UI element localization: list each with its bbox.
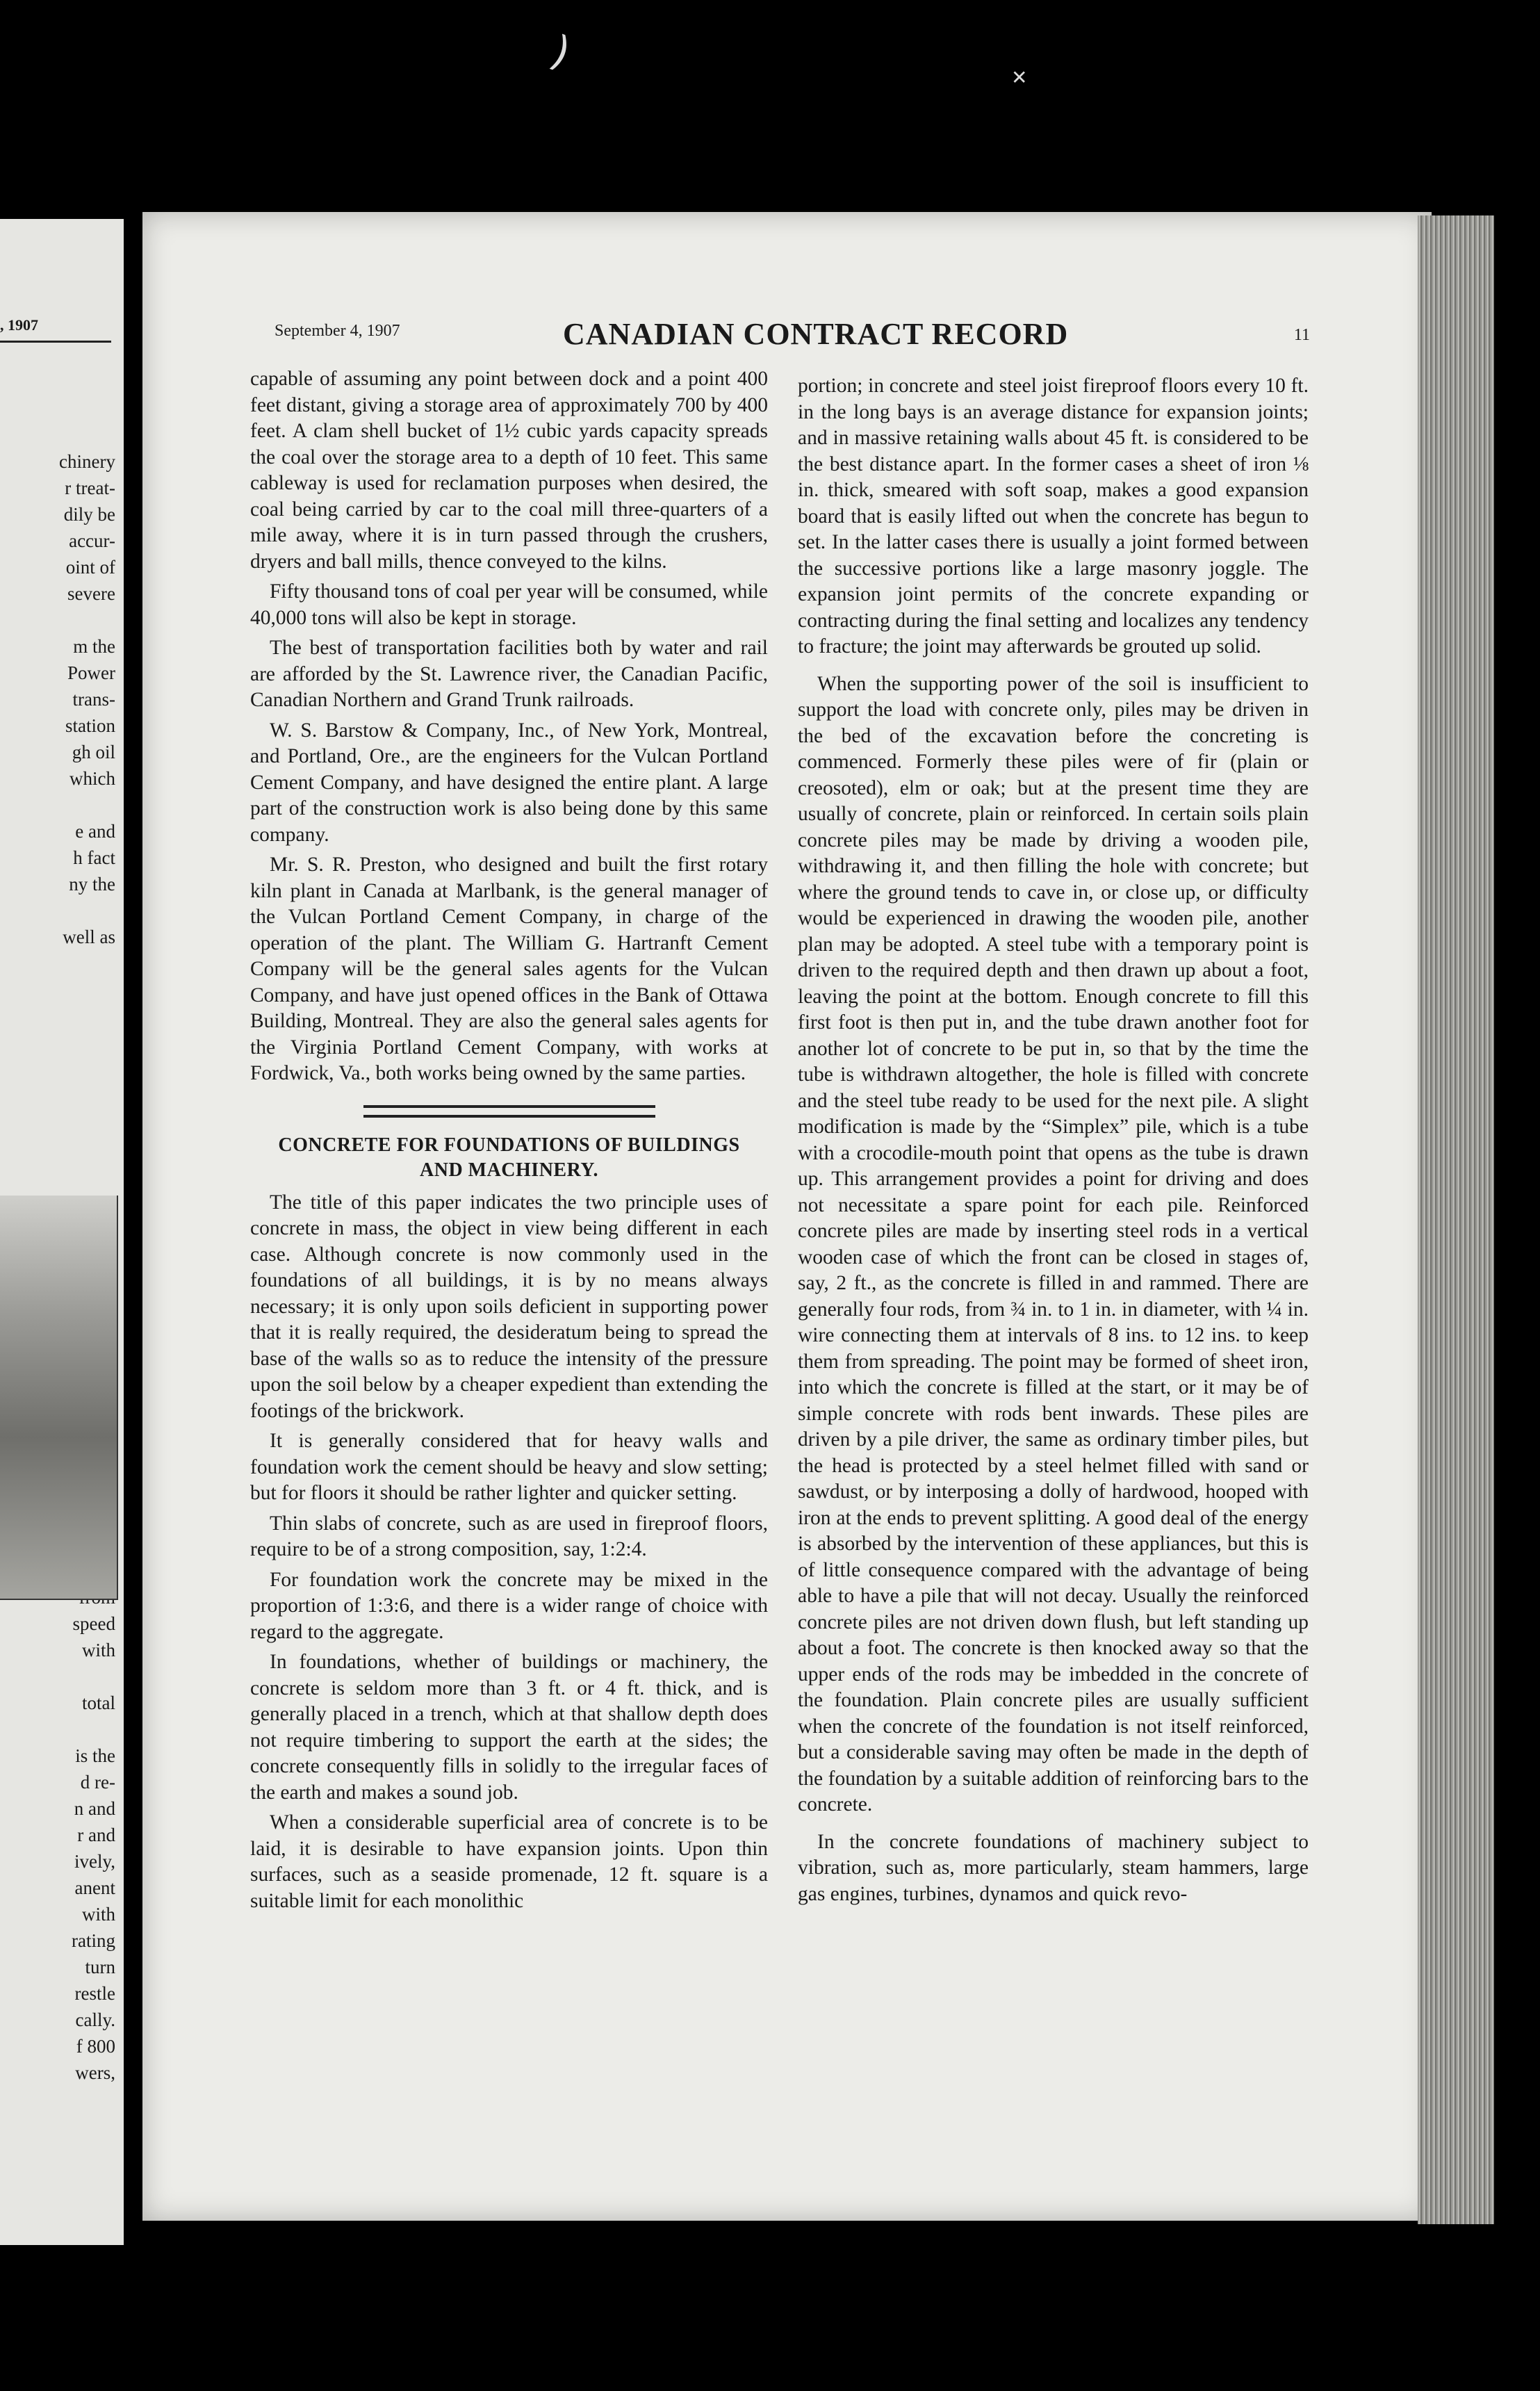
publication-title: CANADIAN CONTRACT RECORD [563,317,1069,351]
left-page-text-fragment: which [69,768,115,789]
left-page-text-fragment [0,1135,115,1161]
left-page-text-fragment: oint of [65,557,115,578]
left-page-text-fragment: ny the [69,874,115,895]
left-page-text-fragment: gh oil [72,742,115,762]
left-page-text-fragment: chinery [59,451,115,472]
left-page-text-fragment: station [65,715,115,736]
left-page-text-fragment: h fact [73,847,115,868]
left-page-text-fragment [0,950,115,977]
left-text-column [250,366,768,1918]
left-page-text-fragment: restle [74,1983,115,2004]
left-page-text-fragment: trans- [72,689,115,710]
left-page-fragment [0,219,124,2245]
left-page-text-fragment: severe [67,583,115,604]
left-page-text-fragment: e and [75,821,115,842]
paragraph: It is generally considered that for heavy walls and foundation work the cement should be heavy and slow setting; but for floors it should be rather lighter and quicker setting. [250,1430,768,1504]
paragraph: portion; in concrete and steel joist fireproof floors every 10 ft. in the long bays is an average distance for expansion joints; and in massive retaining walls about 45 ft. is considered to be the best distance apart. In the former cases a sheet of iron ⅛ in. thick, smeared with soft soap, makes a good expansion board that is easily lifted out when the concrete has begun to set. In the latter cases there is usually a joint formed between the successive portions like a large masonry joggle. The expansion joint permits of the concrete expanding or contracting during the final setting and localizes any tendency to fracture; the joint may afterwards be grouted up solid. [798,375,1309,658]
book-page-edges [1418,215,1494,2224]
section-divider [363,1105,655,1118]
left-page-text-fragment [0,1029,115,1056]
paragraph: capable of assuming any point between dock and a point 400 feet distant, giving a storage area of approximately 700 by 400 feet. A clam shell bucket of 1½ cubic yards capacity spreads the coal over the storage area to a depth of 10 feet. This same cableway is used for reclamation purposes when desired, the coal being carried by car to the coal mill three-quarters of a mile away, where it is in turn passed through the crushers, dryers and ball mills, thence conveyed to the kilns. [250,368,768,573]
left-page-text-fragment [0,1056,115,1082]
paragraph: Fifty thousand tons of coal per year will be consumed, while 40,000 tons will also be kept in storage. [250,580,768,629]
left-page-text-fragment [0,1663,115,1690]
left-page-date-fragment: , 1907 [0,316,38,334]
paragraph: When a considerable superficial area of concrete is to be laid, it is desirable to have expansion joints. Upon thin surfaces, such as a seaside promenade, 12 ft. square is a suitable limit for each monolithic [250,1811,768,1912]
scan-dust-mark: ✕ [1011,66,1028,89]
paragraph: For foundation work the concrete may be mixed in the proportion of 1:3:6, and there is a wider range of choice with regard to the aggregate. [250,1568,768,1643]
article-heading [250,1133,768,1183]
article-heading-line-2: AND MACHINERY. [420,1159,598,1181]
left-page-text-fragment [0,1003,115,1029]
left-page-text-fragment: turn [85,1957,115,1977]
left-page-text-fragment [0,977,115,1003]
left-page-text-fragment: is the [75,1745,115,1766]
left-page-text-fragment: f 800 [76,2036,115,2057]
left-page-text-fragment: dily be [63,504,115,525]
left-page-text-fragment: ively, [74,1851,115,1872]
paragraph: In the concrete foundations of machinery subject to vibration, such as, more particularly, steam hammers, large gas engines, turbines, dynamos and quick revo- [798,1830,1309,1905]
left-page-text-fragment: cally. [75,2009,115,2030]
left-page-text-fragment [0,607,115,633]
page-number: 11 [1293,326,1310,344]
left-page-text-fragment [0,792,115,818]
left-page-text-fragment: anent [74,1877,115,1898]
paragraph: Mr. S. R. Preston, who designed and built the first rotary kiln plant in Canada at Marlbank, is the general manager of the Vulcan Portland Cement Company, in charge of the operation of the plant. The William G. Hartranft Cement Company will be the general sales agents for the Vulcan Company, and have just opened offices in the Bank of Ottawa Building, Montreal. They are also the general sales agents for the Virginia Portland Cement Company, with works at Fordwick, Va., both works being owned by the same parties. [250,854,768,1084]
left-page-text-fragment: total [82,1692,115,1713]
left-page-text-fragment [0,1716,115,1743]
right-text-column [798,373,1309,1911]
paragraph: The best of transportation facilities both by water and rail are afforded by the St. Lawrence river, the Canadian Pacific, Canadian Northern and Grand Trunk railroads. [250,637,768,711]
paragraph: W. S. Barstow & Company, Inc., of New York, Montreal, and Portland, Ore., are the engineers for the Vulcan Portland Cement Company, and have designed the entire plant. A large part of the construction work is also being done by this same company. [250,719,768,846]
left-page-text-fragment [0,1109,115,1135]
left-page-text-fragment [0,1082,115,1109]
paragraph: In foundations, whether of buildings or machinery, the concrete is seldom more than 3 ft. or 4 ft. thick, and is generally placed in a trench, which at that shallow depth does not require timbering to support the earth at the sides; the concrete consequently fills in solidly to the irregular faces of the earth and makes a sound job. [250,1651,768,1804]
left-page-text-fragment: m the [73,636,115,657]
left-page-text-fragment: speed [72,1613,115,1634]
paragraph: When the supporting power of the soil is insufficient to support the load with concrete only, piles may be driven in the bed of the excavation before the concreting is commenced. Formerly these piles were of fir (plain or creosoted), elm or oak; but at the present time they are usually of concrete, plain or reinforced. In certain soils plain concrete piles may be made by driving a wooden pile, withdrawing it, and then filling the hole with concrete; but where the ground tends to cave in, or close up, or difficulty would be experienced in drawing the wooden pile, another plan may be adopted. A steel tube with a temporary point is driven to the required depth and then drawn up about a foot, leaving the point at the bottom. Enough concrete to fill this first foot is then put in, and the tube drawn another foot for another lot of concrete to be put in, so that by the time the tube is withdrawn altogether, the hole is filled with concrete and the steel tube ready to be used for the next pile. A slight modification is made by the “Simplex” pile, which is a tube with a crocodile-mouth point that opens as the tube is drawn up. This arrangement provides a point for driving and does not necessitate a spare point for each pile. Reinforced concrete piles are made by inserting steel rods in a vertical wooden case of which the front can be closed in stages of, say, 2 ft., as the concrete is filled in and rammed. There are generally four rods, from ¾ in. to 1 in. in diameter, with ¼ in. wire connecting them at intervals of 8 ins. to 12 ins. to keep them from spreading. The point may be formed of sheet iron, into which the concrete is filled at the start, or it may be of simple concrete with rods bent inwards. These piles are driven by a pile driver, the same as ordinary timber piles, but the head is protected by a steel helmet filled with sand or sawdust, or by interposing a dolly of hardwood, hooped with iron at the ends to prevent splitting. A good deal of the energy is absorbed by the intervention of these appliances, but this is of little consequence compared with the advantage of being able to have a pile that will not decay. Usually the reinforced concrete piles are not driven down flush, but left standing up about a foot. The concrete is then knocked away so that the upper ends of the rods may be imbedded in the concrete of the foundation. Plain concrete piles are usually sufficient when the concrete of the foundation is not itself reinforced, but a considerable saving may often be made in the depth of the foundation by a suitable addition of reinforcing bars to the concrete. [798,672,1309,1815]
left-page-text-fragment: with [81,1904,115,1925]
issue-date: September 4, 1907 [275,322,400,340]
paragraph: The title of this paper indicates the two principle uses of concrete in mass, the object in view being different in each case. Although concrete is now commonly used in the foundations of all buildings, it is by no means always necessary; it is only upon soils deficient in supporting power that it is really required, the desideratum being to spread the base of the walls so as to reduce the intensity of the pressure upon the soil below by a cheaper expedient than extending the footings of the brickwork. [250,1191,768,1422]
page-header [275,316,1310,358]
left-page-text-fragment [0,897,115,924]
left-page-text-fragment [0,1161,115,1188]
left-page-text-fragment: r and [77,1825,115,1845]
left-page-text-fragment: Power [67,662,115,683]
left-page-text-fragment: with [81,1640,115,1660]
left-page-text-fragment: well as [63,927,115,947]
article-heading-line-1: CONCRETE FOR FOUNDATIONS OF BUILDINGS [278,1134,740,1156]
paragraph: Thin slabs of concrete, such as are used in fireproof floors, require to be of a strong composition, say, 1:2:4. [250,1512,768,1560]
left-page-photo-fragment [0,1196,118,1600]
left-page-text-fragment: d re- [80,1772,115,1793]
left-page-text-fragment: wers, [75,2062,115,2083]
left-page-text-fragment: rating [72,1930,115,1951]
left-page-text-fragment: accur- [69,530,115,551]
scan-scratch-mark: ) [544,26,577,78]
left-page-text-fragment: r treat- [65,478,115,498]
left-page-header-rule [0,341,111,343]
left-page-text-fragment: n and [74,1798,115,1819]
